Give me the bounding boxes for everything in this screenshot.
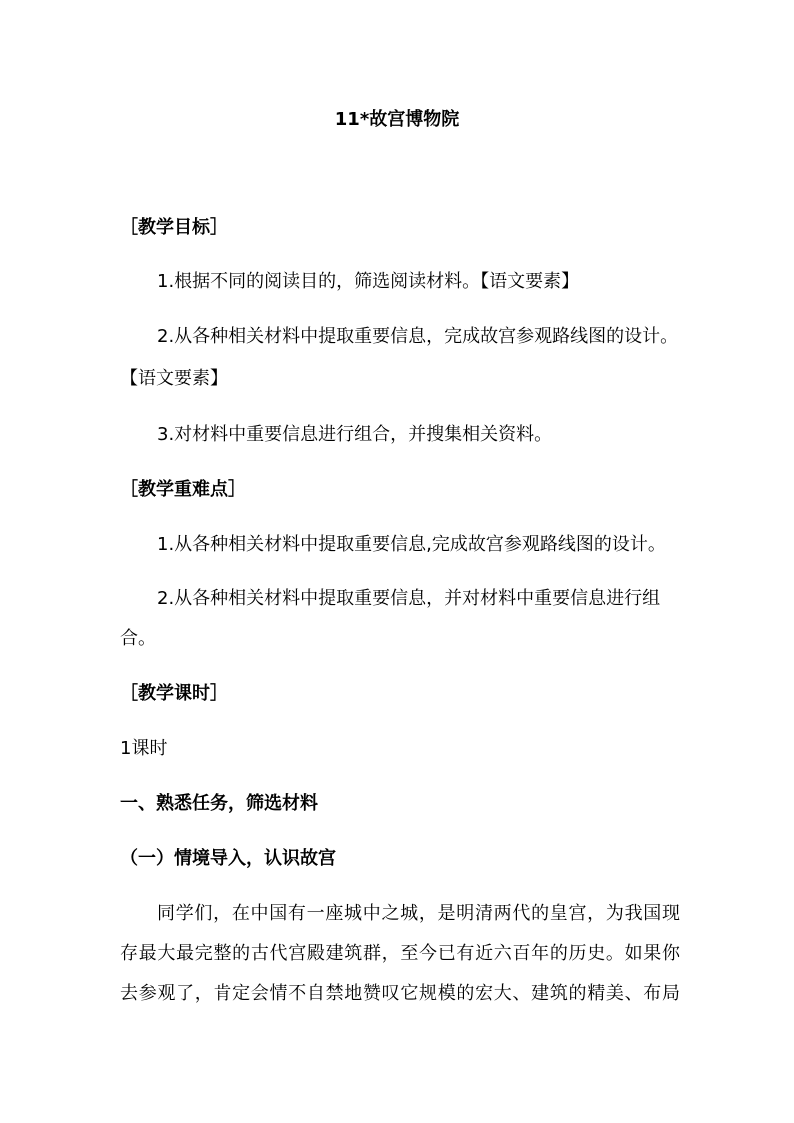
intro-paragraph-line-1: 同学们，在中国有一座城中之城，是明清两代的皇宫，为我国现 — [157, 903, 680, 924]
document-title: 11*故宫博物院 — [334, 109, 460, 130]
objectives-heading: ［教学目标］ — [120, 217, 228, 238]
hours-heading: ［教学课时］ — [120, 683, 228, 704]
hours-value: 1课时 — [120, 738, 168, 759]
keypoints-heading: ［教学重难点］ — [120, 479, 246, 500]
objective-item-2: 2.从各种相关材料中提取重要信息，完成故宫参观路线图的设计。 — [157, 326, 679, 347]
intro-paragraph-line-2: 存最大最完整的古代宫殿建筑群，至今已有近六百年的历史。如果你 — [120, 943, 680, 964]
keypoint-item-2-continued: 合。 — [120, 628, 156, 649]
objective-item-3: 3.对材料中重要信息进行组合，并搜集相关资料。 — [157, 424, 553, 445]
objective-item-2-continued: 【语文要素】 — [120, 368, 228, 389]
subsection-heading: （一）情境导入，认识故宫 — [120, 848, 336, 869]
keypoint-item-1: 1.从各种相关材料中提取重要信息,完成故宫参观路线图的设计。 — [157, 534, 666, 555]
keypoint-item-2: 2.从各种相关材料中提取重要信息，并对材料中重要信息进行组 — [157, 588, 661, 609]
intro-paragraph-line-3: 去参观了，肯定会情不自禁地赞叹它规模的宏大、建筑的精美、布局 — [120, 983, 680, 1004]
section-heading: 一、熟悉任务，筛选材料 — [120, 793, 318, 814]
objective-item-1: 1.根据不同的阅读目的，筛选阅读材料。【语文要素】 — [157, 271, 580, 292]
